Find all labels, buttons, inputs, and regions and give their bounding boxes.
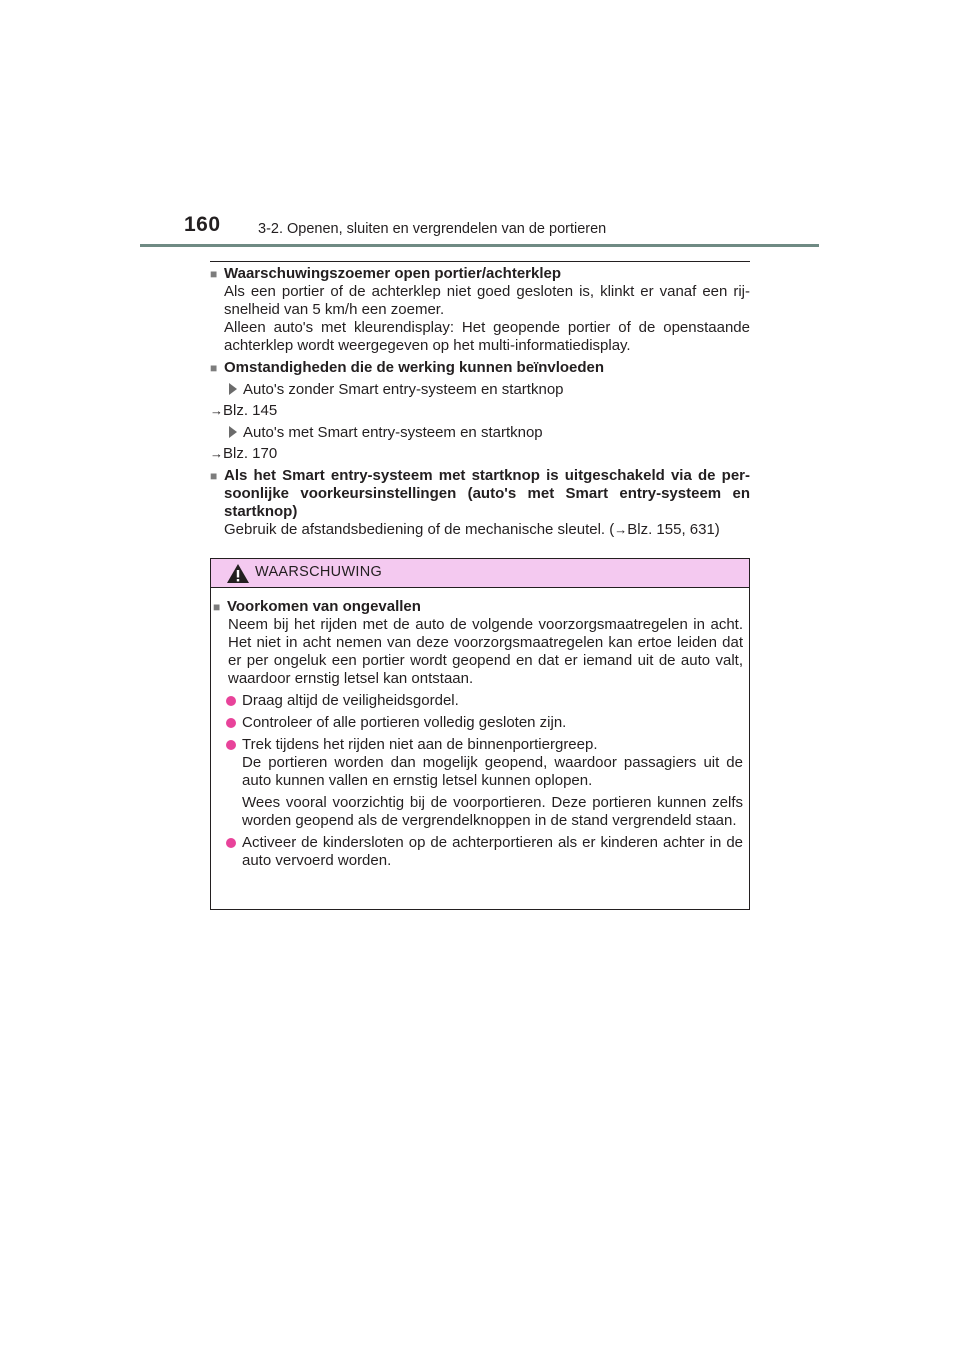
main-content	[210, 265, 750, 543]
square-marker-icon: ■	[213, 600, 221, 614]
page-reference-link[interactable]: Blz. 170	[223, 445, 278, 462]
item-label: Auto's met Smart entry-systeem en startknop	[243, 424, 543, 441]
square-marker-icon: ■	[210, 361, 218, 375]
section-title: Waarschuwingszoemer open portier/achterklep	[224, 265, 562, 282]
warning-bullet: Controleer of alle portieren volledig gesloten zijn.	[211, 714, 749, 732]
page-reference	[210, 445, 750, 463]
warning-subtitle: Voorkomen van ongevallen	[227, 598, 421, 615]
warning-header	[211, 559, 749, 588]
bullet-dot-icon	[226, 736, 238, 830]
section-smart-entry-disabled	[210, 467, 750, 539]
bullet-dot-icon	[226, 692, 238, 710]
warning-bullet: Draag altijd de veiligheidsgordel.	[211, 692, 749, 710]
warning-box	[210, 558, 750, 910]
section-rule	[210, 261, 750, 262]
list-item	[210, 424, 750, 442]
arrow-icon: →	[210, 403, 223, 418]
page-reference	[210, 402, 750, 420]
section-title: Als het Smart entry-systeem met startknop is uitgeschakeld via de per-soonlijke voorkeursinstellingen (auto's met Smart entry-systeem en startknop)	[224, 467, 750, 520]
arrow-icon: →	[210, 446, 223, 461]
item-label: Auto's zonder Smart entry-systeem en startknop	[243, 381, 564, 398]
page-reference-link[interactable]: Blz. 145	[223, 402, 278, 419]
page-number: 160	[184, 213, 221, 236]
paragraph: Alleen auto's met kleurendisplay: Het geopende portier of de openstaande achterklep wordt weergegeven op het multi-informatiedisplay.	[224, 319, 750, 354]
arrow-icon: →	[614, 522, 628, 537]
page-reference-link[interactable]: Blz. 155, 631)	[627, 521, 720, 538]
warning-intro: Neem bij het rijden met de auto de volgende voorzorgsmaatregelen in acht. Het niet in acht nemen van deze voorzorgsmaatregelen kan ertoe leiden dat er per ongeluk een portier wordt geopend en dat er iemand uit de auto valt, waardoor ernstig letsel kan ontstaan.	[228, 616, 743, 687]
warning-heading: WAARSCHUWING	[255, 564, 383, 580]
section-title: Omstandigheden die de werking kunnen beïnvloeden	[224, 359, 605, 376]
paragraph: Gebruik de afstandsbediening of de mechanische sleutel. (→Blz. 155, 631)	[224, 521, 720, 538]
section-operating-conditions	[210, 359, 750, 463]
square-marker-icon: ■	[210, 469, 218, 483]
warning-bullet: Trek tijdens het rijden niet aan de binnenportiergreep. De portieren worden dan mogelijk geopend, waardoor passagiers uit de auto kunnen vallen en ernstig letsel kunnen oplopen. Wees vooral voorzichtig bij de voorportieren. Deze portieren kunnen zelfs worden geopend als de vergrendelknoppen in de stand vergrendeld staan.	[211, 736, 749, 830]
warning-bullet: Activeer de kindersloten op de achterportieren als er kinderen achter in de auto vervoerd worden.	[211, 834, 749, 870]
triangle-bullet-icon	[229, 426, 237, 438]
triangle-bullet-icon	[229, 383, 237, 395]
square-marker-icon: ■	[210, 267, 218, 281]
bullet-dot-icon	[226, 834, 238, 870]
paragraph: Als een portier of de achterklep niet goed gesloten is, klinkt er vanaf een rij-snelheid van 5 km/h een zoemer.	[224, 283, 750, 318]
warning-body	[211, 598, 749, 874]
list-item	[210, 381, 750, 399]
running-head: 3-2. Openen, sluiten en vergrendelen van de portieren	[258, 221, 607, 237]
warning-triangle-icon	[226, 563, 250, 584]
bullet-dot-icon	[226, 714, 238, 732]
section-door-buzzer	[210, 265, 750, 355]
header-rule	[140, 244, 819, 247]
